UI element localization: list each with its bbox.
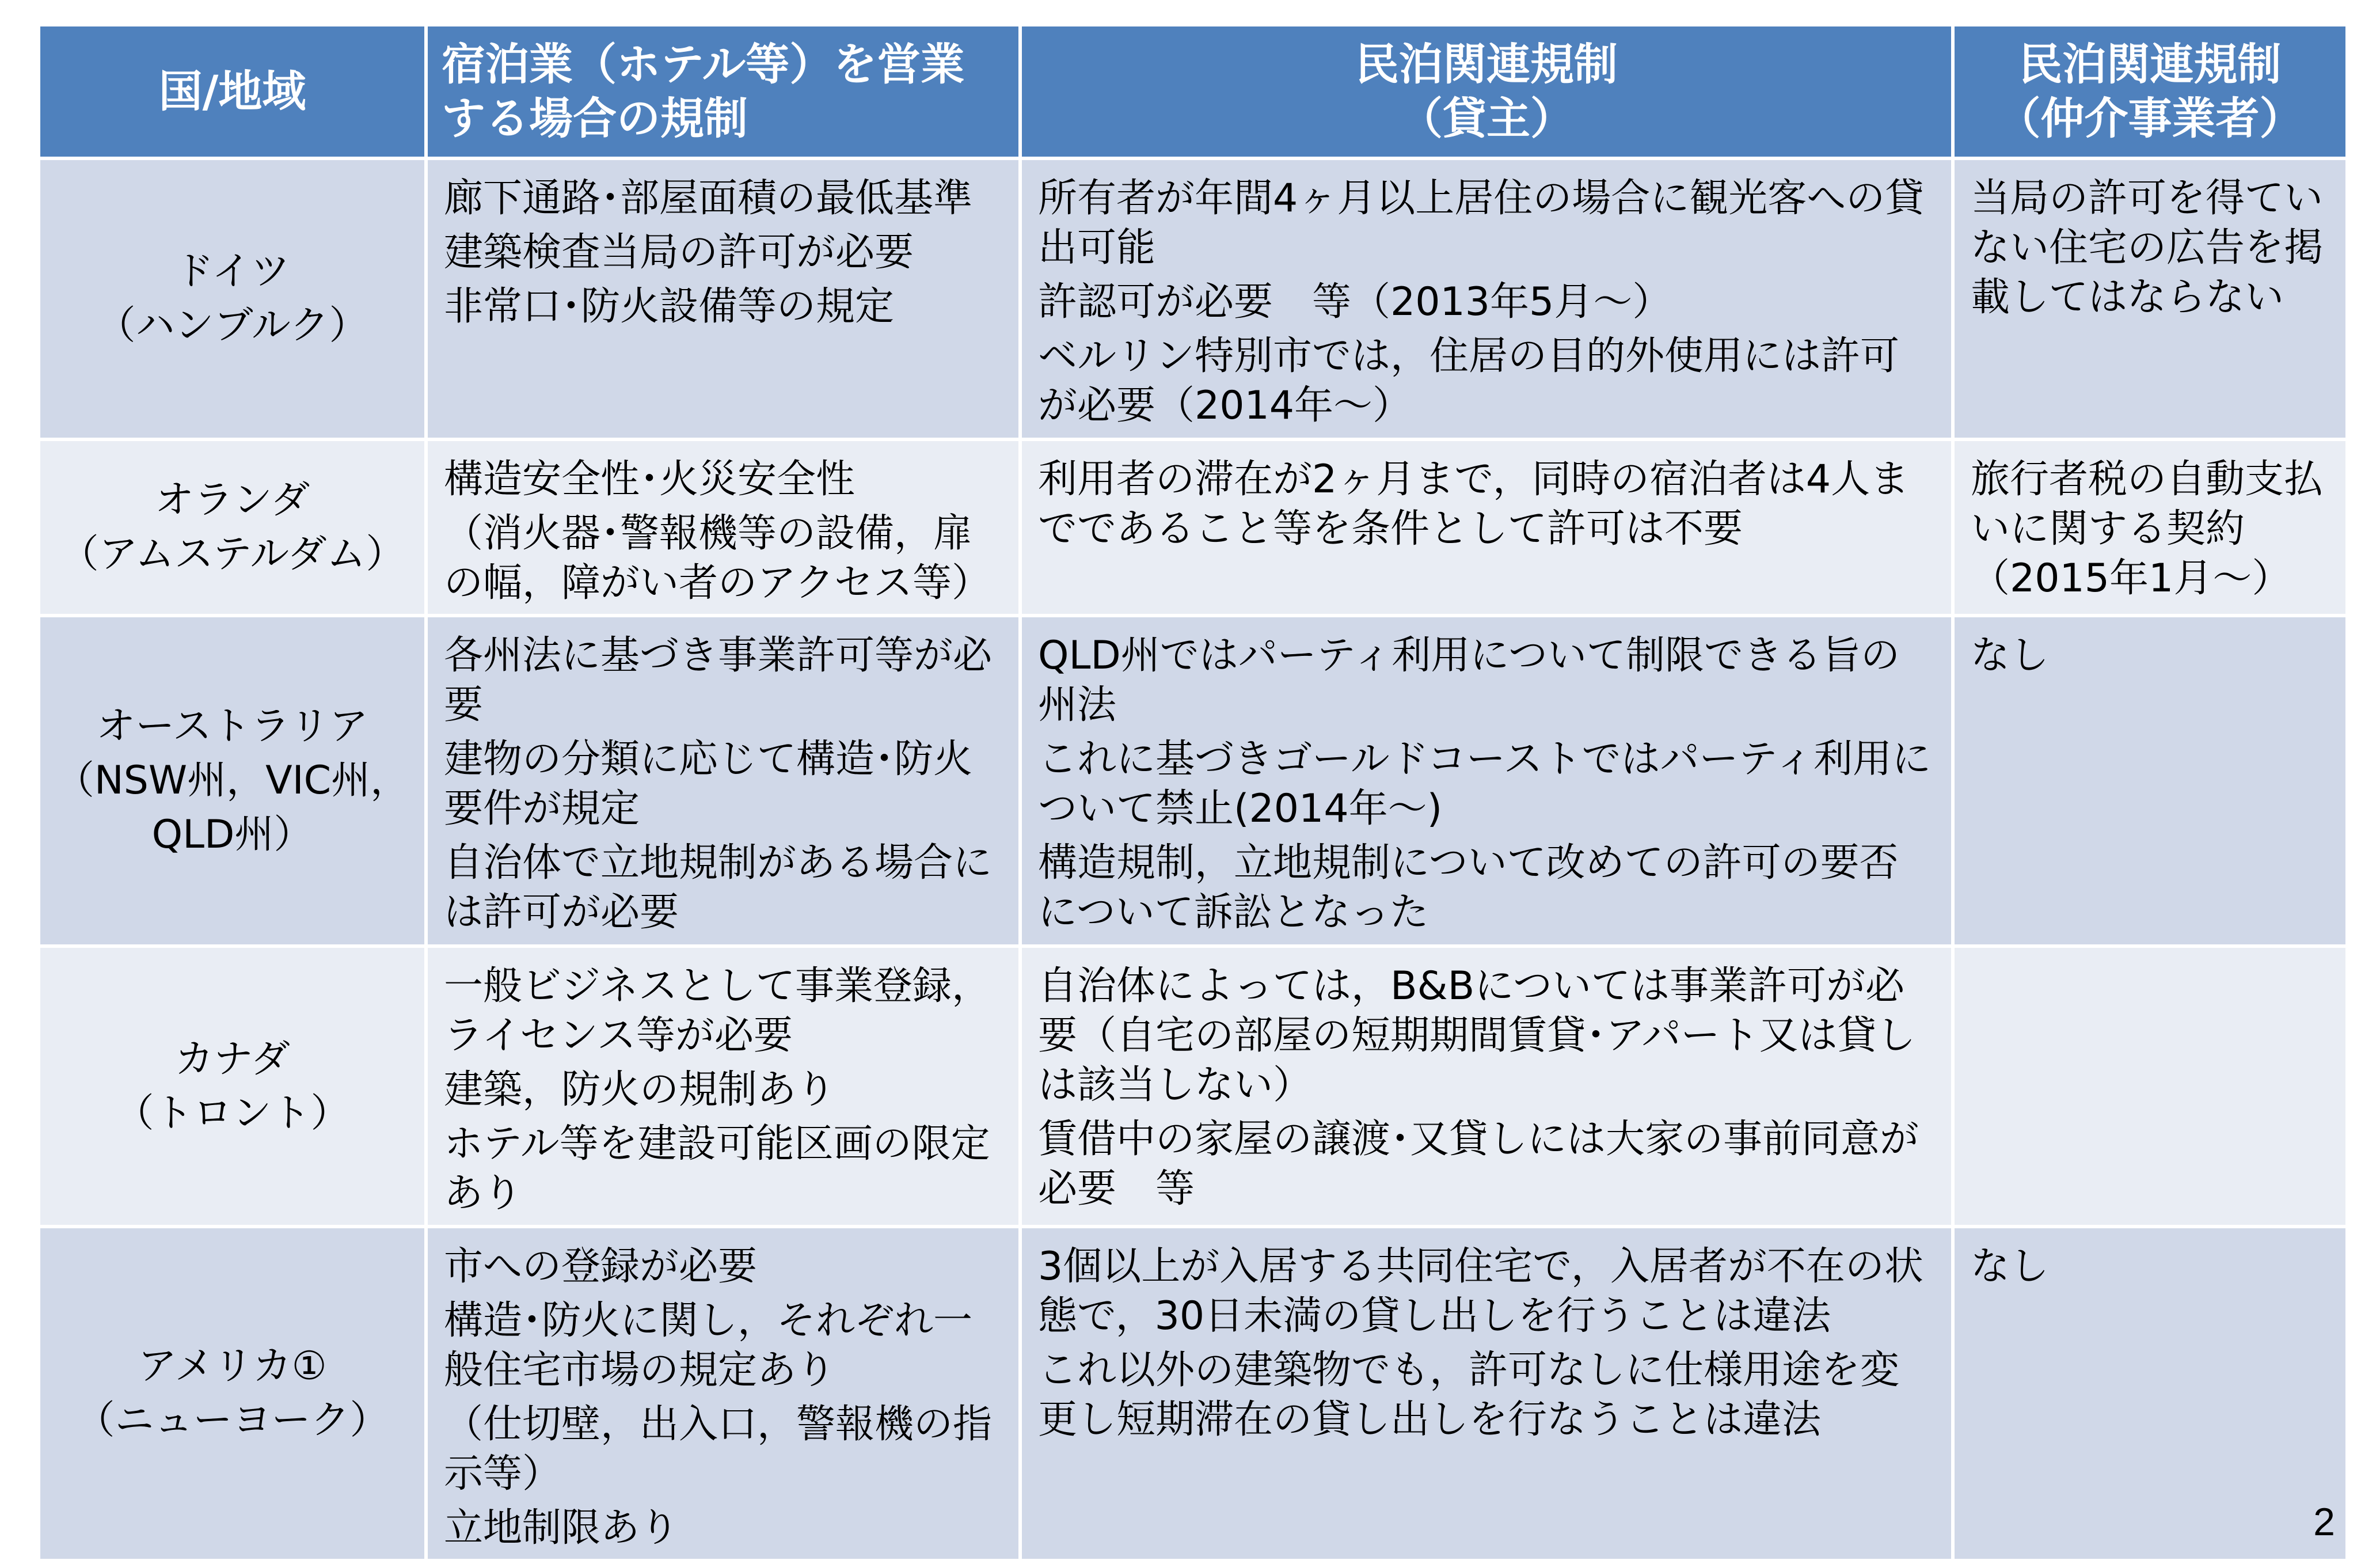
regulation-table [37, 23, 2349, 1562]
hotel-line: 市への登録が必要 [444, 1244, 758, 1289]
landlord-line: 所有者が年間4ヶ月以上居住の場合に観光客への貸出可能 [1038, 176, 1925, 271]
header-hotel-text: 宿泊業（ホテル等）を営業する場合の規制 [442, 39, 965, 144]
country-line: QLD州） [151, 812, 313, 857]
hotel-line: 建築検査当局の許可が必要 [444, 230, 914, 275]
table-row-netherlands [39, 439, 2347, 616]
country-line: カナダ [174, 1036, 290, 1082]
table-row-australia [39, 616, 2347, 946]
broker-line: なし [1971, 1244, 2050, 1289]
header-landlord-text: 民泊関連規制 （貸主） [1355, 39, 1618, 144]
country-line: （ハンブルク） [96, 303, 368, 348]
hotel-line: 自治体で立地規制がある場合には許可が必要 [444, 840, 993, 935]
country-cell [39, 158, 426, 439]
country-line: アメリカ① [138, 1343, 327, 1389]
hotel-cell [426, 158, 1020, 439]
hotel-line: 非常口･防火設備等の規定 [444, 284, 895, 329]
header-broker-regulation [1953, 25, 2347, 158]
landlord-line: ベルリン特別市では，住居の目的外使用には許可が必要（2014年～） [1038, 333, 1900, 428]
header-hotel-regulation [426, 25, 1020, 158]
landlord-line: 3個以上が入居する共同住宅で，入居者が不在の状態で，30日未満の貸し出しを行うことは違法 [1038, 1244, 1923, 1339]
country-line: （NSW州，VIC州， [55, 758, 410, 803]
landlord-line: これ以外の建築物でも，許可なしに仕様用途を変更し短期滞在の貸し出しを行なうことは違法 [1038, 1347, 1900, 1442]
table-body [39, 158, 2347, 1561]
table-header-row [39, 25, 2347, 158]
country-cell [39, 946, 426, 1227]
hotel-line: 構造･防火に関し，それぞれ一般住宅市場の規定あり [444, 1298, 973, 1393]
broker-cell [1953, 946, 2347, 1227]
country-line: オランダ [154, 477, 310, 523]
hotel-line: 立地制限あり [444, 1505, 679, 1551]
landlord-line: 構造規制，立地規制について改めての許可の要否について訴訟となった [1038, 840, 1899, 935]
hotel-cell [426, 946, 1020, 1227]
country-line: オーストラリア [96, 704, 368, 749]
broker-cell [1953, 1227, 2347, 1561]
hotel-cell [426, 439, 1020, 616]
broker-cell [1953, 158, 2347, 439]
hotel-cell [426, 1227, 1020, 1561]
landlord-line: 利用者の滞在が2ヶ月まで，同時の宿泊者は4人までであること等を条件として許可は不要 [1038, 457, 1910, 552]
country-line: （トロント） [115, 1090, 350, 1136]
hotel-cell [426, 616, 1020, 946]
hotel-line: 各州法に基づき事業許可等が必要 [444, 633, 993, 728]
landlord-cell [1020, 1227, 1953, 1561]
landlord-cell [1020, 158, 1953, 439]
country-line: ドイツ [174, 249, 290, 294]
broker-line: なし [1971, 633, 2050, 678]
broker-cell [1953, 439, 2347, 616]
country-line: （アムステルダム） [59, 532, 405, 577]
hotel-line: 構造安全性･火災安全性 [444, 457, 856, 502]
broker-line: 旅行者税の自動支払いに関する契約（2015年1月～） [1971, 457, 2324, 601]
landlord-cell [1020, 439, 1953, 616]
header-country: 国/地域 [39, 25, 426, 158]
landlord-line: QLD州ではパーティ利用について制限できる旨の州法 [1038, 633, 1900, 728]
broker-cell [1953, 616, 2347, 946]
hotel-line: 建物の分類に応じて構造･防火要件が規定 [444, 737, 973, 832]
page-number: 2 [2313, 1500, 2335, 1544]
table-row-canada [39, 946, 2347, 1227]
header-landlord-regulation [1020, 25, 1953, 158]
landlord-line: 自治体によっては，B&Bについては事業許可が必要（自宅の部屋の短期期間賃貸･アパート又は貸しは該当しない） [1038, 963, 1916, 1108]
landlord-line: 許認可が必要 等（2013年5月～） [1038, 279, 1672, 325]
country-cell [39, 439, 426, 616]
country-cell [39, 1227, 426, 1561]
hotel-line: （仕切壁，出入口，警報機の指示等） [444, 1402, 993, 1497]
landlord-line: 賃借中の家屋の譲渡･又貸しには大家の事前同意が必要 等 [1038, 1117, 1919, 1212]
broker-line: 当局の許可を得ていない住宅の広告を掲載してはならない [1971, 176, 2324, 320]
hotel-line: 廊下通路･部屋面積の最低基準 [444, 176, 973, 221]
hotel-line: （消火器･警報機等の設備，扉の幅，障がい者のアクセス等） [444, 511, 991, 606]
hotel-line: 一般ビジネスとして事業登録，ライセンス等が必要 [444, 963, 991, 1058]
country-line: （ニューヨーク） [75, 1398, 389, 1443]
landlord-line: これに基づきゴールドコーストではパーティ利用について禁止(2014年～) [1038, 737, 1932, 832]
header-broker-text: 民泊関連規制 （仲介事業者） [1997, 39, 2303, 144]
landlord-cell [1020, 946, 1953, 1227]
table-row-germany [39, 158, 2347, 439]
hotel-line: ホテル等を建設可能区画の限定あり [444, 1121, 990, 1216]
table-row-usa [39, 1227, 2347, 1561]
landlord-cell [1020, 616, 1953, 946]
country-cell [39, 616, 426, 946]
hotel-line: 建築，防火の規制あり [444, 1067, 836, 1113]
